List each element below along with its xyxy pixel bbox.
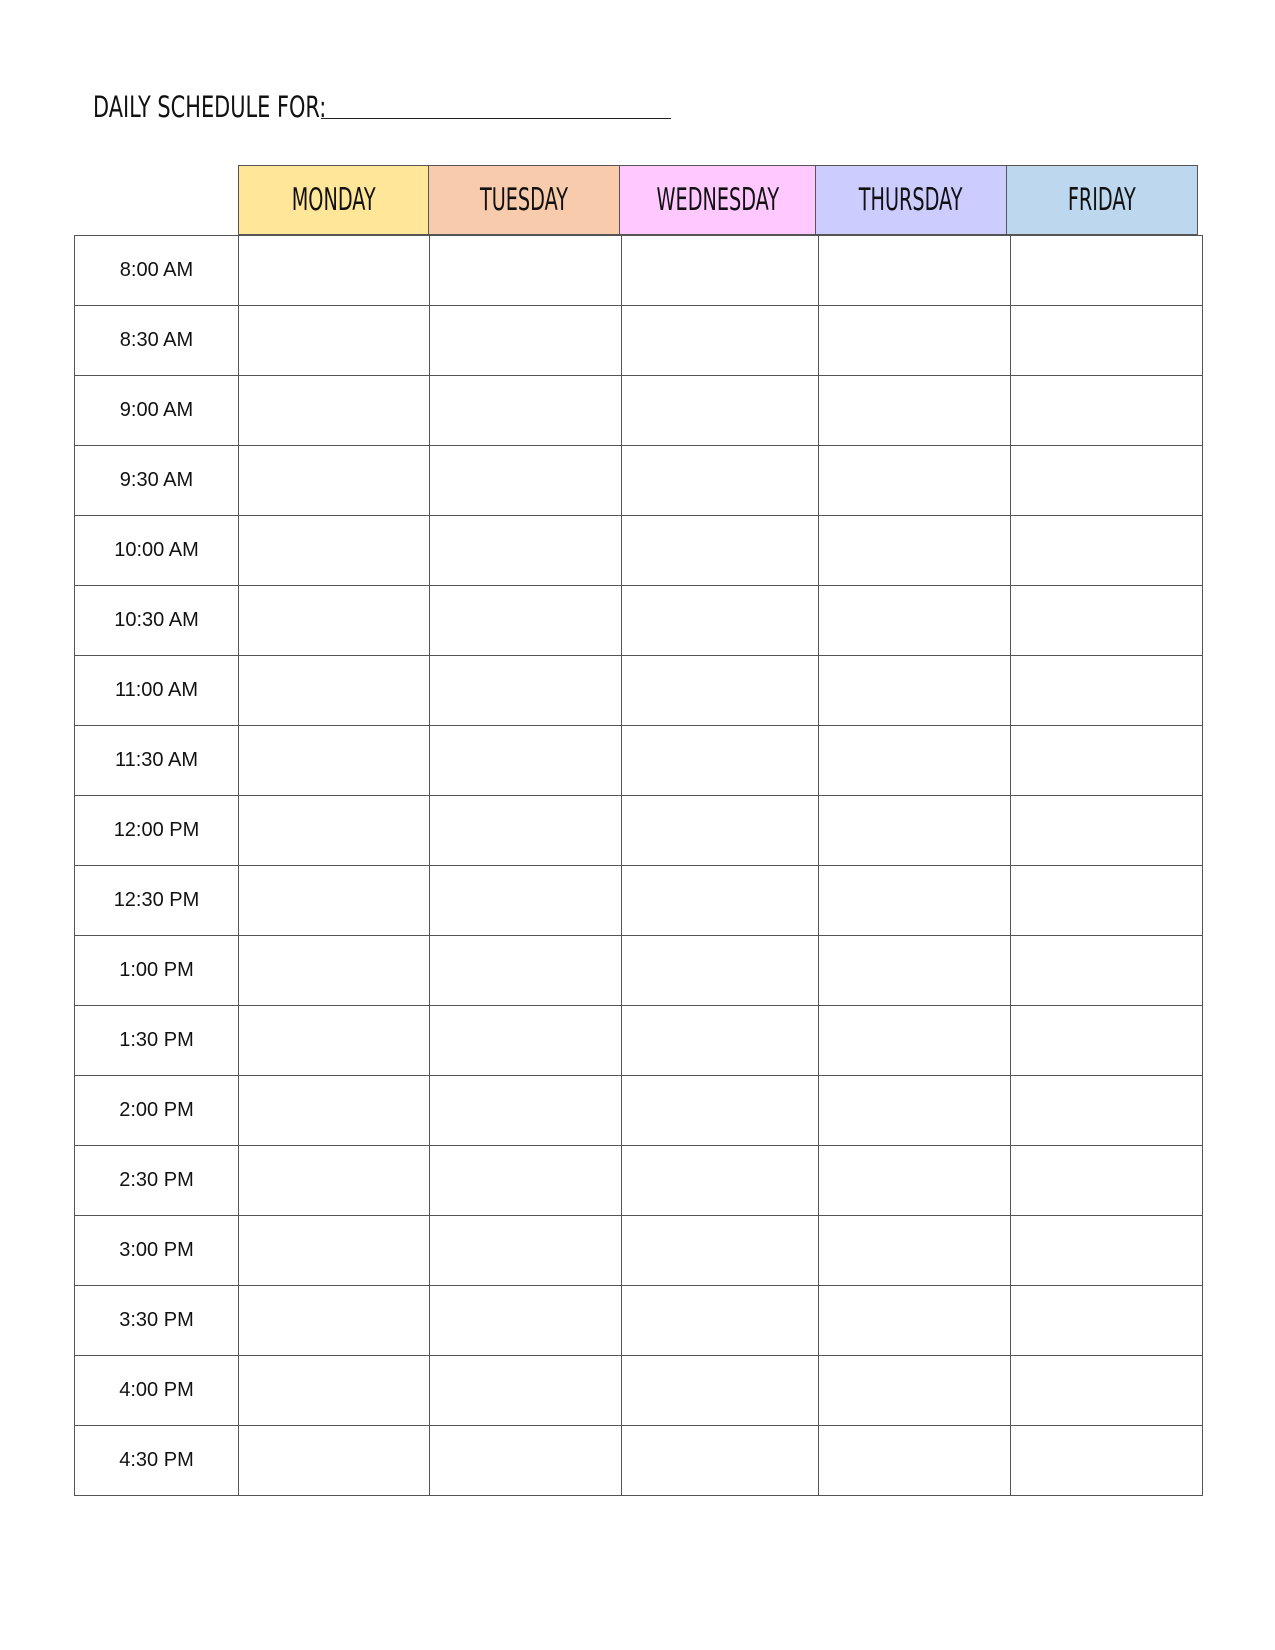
schedule-cell-thursday[interactable] (819, 936, 1011, 1006)
schedule-row (75, 1006, 1203, 1076)
schedule-cell-thursday[interactable] (819, 1076, 1011, 1146)
schedule-row (75, 1146, 1203, 1216)
day-header-label: FRIDAY (1068, 181, 1136, 218)
schedule-cell-thursday[interactable] (819, 1426, 1011, 1496)
time-label: 4:30 PM (75, 1426, 239, 1496)
schedule-row (75, 1216, 1203, 1286)
schedule-cell-monday[interactable] (239, 1006, 430, 1076)
schedule-cell-tuesday[interactable] (430, 446, 622, 516)
schedule-row (75, 516, 1203, 586)
schedule-cell-friday[interactable] (1011, 1076, 1203, 1146)
schedule-cell-thursday[interactable] (819, 656, 1011, 726)
schedule-row (75, 236, 1203, 306)
day-header-wednesday (619, 165, 816, 235)
schedule-cell-thursday[interactable] (819, 1356, 1011, 1426)
schedule-row (75, 726, 1203, 796)
schedule-cell-monday[interactable] (239, 656, 430, 726)
schedule-row (75, 866, 1203, 936)
schedule-cell-wednesday[interactable] (622, 726, 819, 796)
schedule-cell-wednesday[interactable] (622, 1356, 819, 1426)
schedule-cell-tuesday[interactable] (430, 1286, 622, 1356)
schedule-cell-tuesday[interactable] (430, 1076, 622, 1146)
time-label: 4:00 PM (75, 1356, 239, 1426)
schedule-cell-tuesday[interactable] (430, 516, 622, 586)
schedule-cell-thursday[interactable] (819, 236, 1011, 306)
schedule-cell-friday[interactable] (1011, 1426, 1203, 1496)
schedule-cell-friday[interactable] (1011, 1286, 1203, 1356)
day-header-label: MONDAY (291, 181, 376, 218)
schedule-cell-tuesday[interactable] (430, 376, 622, 446)
schedule-cell-monday[interactable] (239, 796, 430, 866)
schedule-row (75, 1286, 1203, 1356)
schedule-cell-thursday[interactable] (819, 1146, 1011, 1216)
schedule-cell-wednesday[interactable] (622, 306, 819, 376)
time-label: 1:00 PM (75, 936, 239, 1006)
schedule-cell-wednesday[interactable] (622, 516, 819, 586)
time-label: 3:00 PM (75, 1216, 239, 1286)
schedule-row (75, 1356, 1203, 1426)
schedule-cell-tuesday[interactable] (430, 866, 622, 936)
day-header-label: WEDNESDAY (656, 181, 779, 218)
schedule-cell-wednesday[interactable] (622, 1426, 819, 1496)
time-label: 2:30 PM (75, 1146, 239, 1216)
schedule-cell-wednesday[interactable] (622, 1076, 819, 1146)
day-header-friday (1006, 165, 1198, 235)
schedule-cell-friday[interactable] (1011, 726, 1203, 796)
schedule-row (75, 306, 1203, 376)
schedule-cell-thursday[interactable] (819, 866, 1011, 936)
schedule-cell-friday[interactable] (1011, 1006, 1203, 1076)
schedule-cell-wednesday[interactable] (622, 1146, 819, 1216)
schedule-cell-friday[interactable] (1011, 306, 1203, 376)
schedule-cell-wednesday[interactable] (622, 1216, 819, 1286)
schedule-row (75, 1076, 1203, 1146)
schedule-cell-thursday[interactable] (819, 446, 1011, 516)
schedule-cell-friday[interactable] (1011, 656, 1203, 726)
day-header-label: THURSDAY (859, 181, 963, 218)
time-label: 1:30 PM (75, 1006, 239, 1076)
schedule-cell-monday[interactable] (239, 236, 430, 306)
schedule-cell-friday[interactable] (1011, 866, 1203, 936)
schedule-cell-thursday[interactable] (819, 586, 1011, 656)
schedule-cell-friday[interactable] (1011, 936, 1203, 1006)
schedule-cell-wednesday[interactable] (622, 1286, 819, 1356)
time-label: 3:30 PM (75, 1286, 239, 1356)
time-label: 12:30 PM (75, 866, 239, 936)
schedule-cell-wednesday[interactable] (622, 866, 819, 936)
schedule-cell-friday[interactable] (1011, 236, 1203, 306)
schedule-cell-tuesday[interactable] (430, 656, 622, 726)
schedule-row (75, 1426, 1203, 1496)
schedule-cell-monday[interactable] (239, 1286, 430, 1356)
schedule-cell-monday[interactable] (239, 1146, 430, 1216)
schedule-cell-thursday[interactable] (819, 796, 1011, 866)
time-label: 8:30 AM (75, 306, 239, 376)
schedule-cell-thursday[interactable] (819, 1006, 1011, 1076)
schedule-cell-tuesday[interactable] (430, 1356, 622, 1426)
schedule-cell-wednesday[interactable] (622, 236, 819, 306)
schedule-cell-wednesday[interactable] (622, 656, 819, 726)
schedule-cell-wednesday[interactable] (622, 796, 819, 866)
schedule-row (75, 796, 1203, 866)
schedule-cell-monday[interactable] (239, 1356, 430, 1426)
schedule-cell-tuesday[interactable] (430, 1426, 622, 1496)
time-label: 9:00 AM (75, 376, 239, 446)
schedule-cell-monday[interactable] (239, 1076, 430, 1146)
schedule-cell-monday[interactable] (239, 306, 430, 376)
schedule-cell-monday[interactable] (239, 446, 430, 516)
schedule-cell-monday[interactable] (239, 866, 430, 936)
time-label: 11:30 AM (75, 726, 239, 796)
schedule-cell-monday[interactable] (239, 726, 430, 796)
time-label: 11:00 AM (75, 656, 239, 726)
schedule-cell-friday[interactable] (1011, 516, 1203, 586)
time-label: 10:30 AM (75, 586, 239, 656)
name-blank-line[interactable] (321, 118, 671, 119)
page-title: DAILY SCHEDULE FOR: (93, 90, 327, 124)
schedule-cell-thursday[interactable] (819, 1286, 1011, 1356)
schedule-cell-friday[interactable] (1011, 376, 1203, 446)
title-row (93, 78, 417, 122)
time-label: 12:00 PM (75, 796, 239, 866)
schedule-cell-tuesday[interactable] (430, 1006, 622, 1076)
time-label: 8:00 AM (75, 236, 239, 306)
schedule-cell-friday[interactable] (1011, 586, 1203, 656)
schedule-cell-tuesday[interactable] (430, 1146, 622, 1216)
schedule-cell-monday[interactable] (239, 1426, 430, 1496)
schedule-cell-tuesday[interactable] (430, 936, 622, 1006)
schedule-row (75, 586, 1203, 656)
schedule-cell-tuesday[interactable] (430, 796, 622, 866)
schedule-cell-tuesday[interactable] (430, 1216, 622, 1286)
schedule-cell-monday[interactable] (239, 376, 430, 446)
schedule-grid (74, 235, 1203, 1496)
schedule-cell-thursday[interactable] (819, 1216, 1011, 1286)
schedule-cell-tuesday[interactable] (430, 726, 622, 796)
schedule-cell-monday[interactable] (239, 936, 430, 1006)
schedule-cell-wednesday[interactable] (622, 1006, 819, 1076)
schedule-cell-friday[interactable] (1011, 1356, 1203, 1426)
schedule-cell-tuesday[interactable] (430, 586, 622, 656)
schedule-cell-wednesday[interactable] (622, 936, 819, 1006)
schedule-cell-thursday[interactable] (819, 306, 1011, 376)
schedule-cell-friday[interactable] (1011, 1216, 1203, 1286)
schedule-row (75, 446, 1203, 516)
schedule-cell-wednesday[interactable] (622, 376, 819, 446)
schedule-cell-thursday[interactable] (819, 516, 1011, 586)
schedule-cell-monday[interactable] (239, 586, 430, 656)
schedule-cell-tuesday[interactable] (430, 306, 622, 376)
schedule-cell-wednesday[interactable] (622, 446, 819, 516)
schedule-row (75, 656, 1203, 726)
schedule-cell-monday[interactable] (239, 516, 430, 586)
time-label: 2:00 PM (75, 1076, 239, 1146)
schedule-row (75, 376, 1203, 446)
time-label: 10:00 AM (75, 516, 239, 586)
schedule-cell-friday[interactable] (1011, 796, 1203, 866)
schedule-cell-thursday[interactable] (819, 376, 1011, 446)
day-header-label: TUESDAY (479, 181, 568, 218)
schedule-cell-friday[interactable] (1011, 446, 1203, 516)
schedule-cell-wednesday[interactable] (622, 586, 819, 656)
time-label: 9:30 AM (75, 446, 239, 516)
day-header-row (238, 165, 1198, 235)
day-header-monday (238, 165, 429, 235)
schedule-cell-tuesday[interactable] (430, 236, 622, 306)
schedule-row (75, 936, 1203, 1006)
schedule-cell-thursday[interactable] (819, 726, 1011, 796)
day-header-thursday (815, 165, 1007, 235)
schedule-cell-friday[interactable] (1011, 1146, 1203, 1216)
day-header-tuesday (428, 165, 620, 235)
schedule-cell-monday[interactable] (239, 1216, 430, 1286)
